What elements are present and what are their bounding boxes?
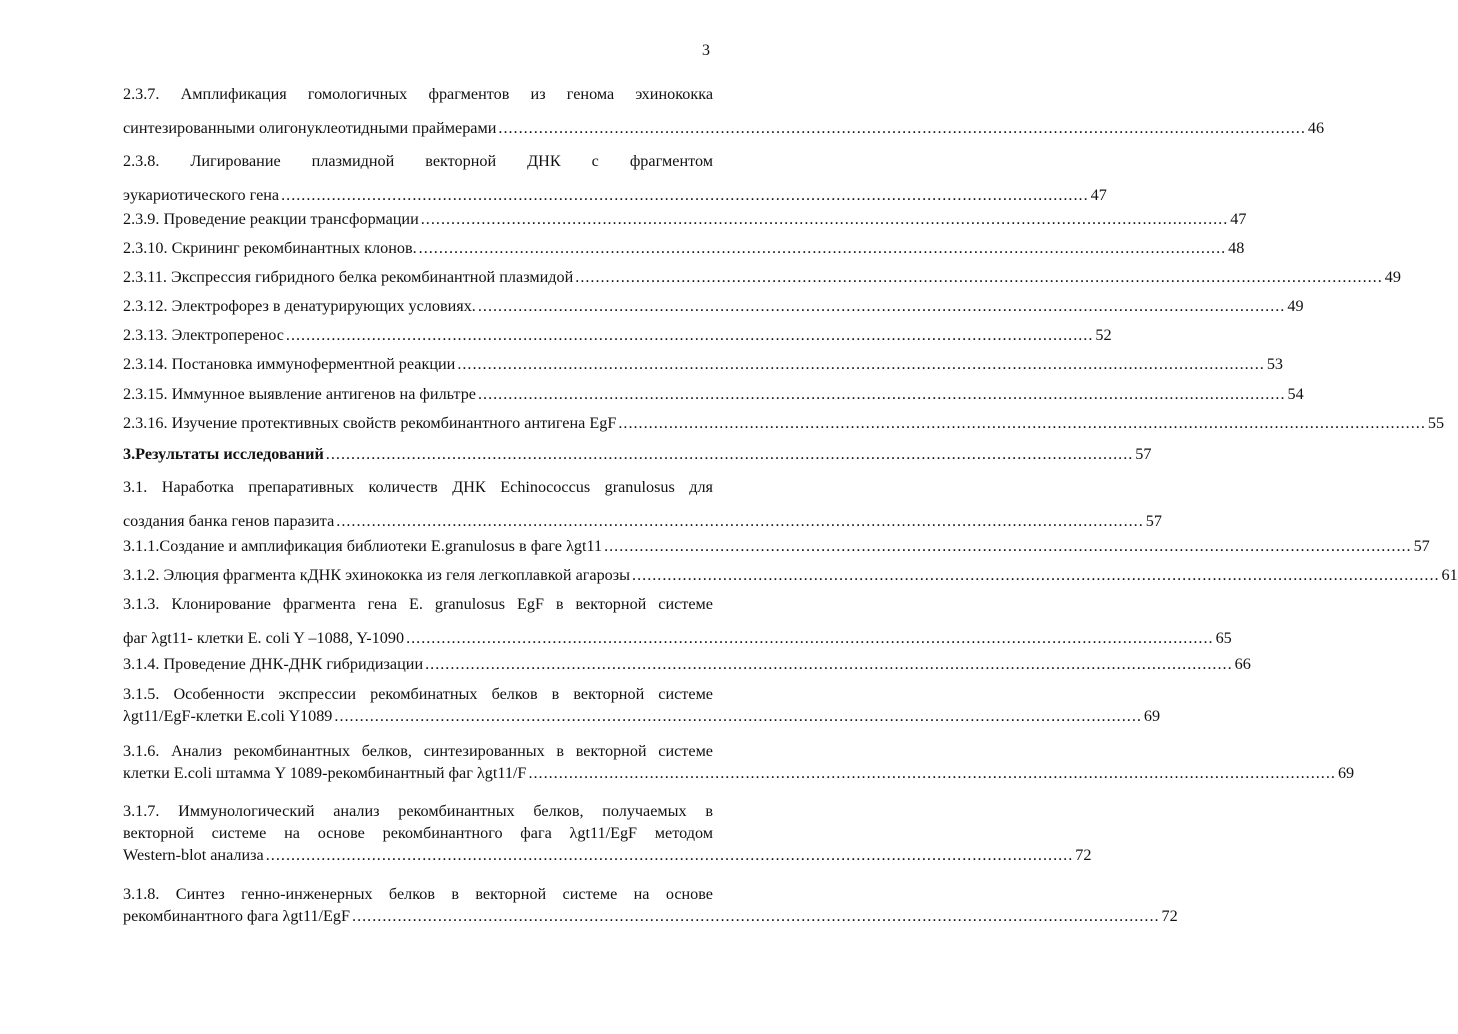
toc-entry-title: λgt11/EgF-клетки E.coli Y1089	[123, 707, 333, 725]
toc-leader-dots: ................................................................................................................................................................	[334, 707, 1142, 725]
toc-entry	[123, 801, 1092, 865]
toc-page-number: 57	[1135, 445, 1152, 463]
toc-entry-line: 3.1. Наработка препаративных количеств ДНК Echinococcus granulosus для	[123, 478, 713, 496]
toc-page-number: 72	[1161, 907, 1178, 925]
toc-leader-dots: ................................................................................................................................................................	[528, 764, 1336, 782]
toc-leader-dots: ................................................................................................................................................................	[285, 326, 1094, 344]
toc-leader-dots: ................................................................................................................................................................	[604, 537, 1412, 555]
toc-leader-dots: ................................................................................................................................................................	[406, 629, 1214, 647]
toc-entry	[123, 684, 1161, 726]
toc-chapter-title: Результаты исследований	[135, 445, 324, 463]
toc-page-number: 69	[1337, 764, 1355, 782]
toc-entry	[123, 209, 1247, 229]
toc-entry	[123, 354, 1283, 374]
toc-leader-dots: ................................................................................................................................................................	[498, 119, 1306, 137]
toc-page-number: 65	[1215, 629, 1232, 647]
toc-entry	[123, 325, 1112, 345]
toc-leader-dots: ................................................................................................................................................................	[425, 655, 1233, 673]
toc-entry	[123, 84, 1325, 138]
toc-entry-title: 2.3.9. Проведение реакции трансформации	[123, 210, 419, 228]
toc-entry-line: векторной системе на основе рекомбинантного фага λgt11/EgF методом	[123, 824, 713, 842]
toc-entry-title: 2.3.11. Экспрессия гибридного белка рекомбинантной плазмидой	[123, 268, 574, 286]
toc-entry-title: 2.3.13. Электроперенос	[123, 326, 284, 344]
toc-page-number: 49	[1287, 297, 1304, 315]
toc-entry-title: 2.3.10. Скрининг рекомбинантных клонов.	[123, 239, 417, 257]
toc-leader-dots: ................................................................................................................................................................	[477, 385, 1286, 403]
toc-leader-dots: ................................................................................................................................................................	[265, 846, 1074, 864]
toc-entry	[123, 536, 1430, 556]
toc-entry	[123, 151, 1107, 205]
toc-entry	[123, 267, 1401, 287]
toc-entry	[123, 477, 1162, 531]
toc-page-number: 53	[1266, 355, 1283, 373]
toc-page-number: 46	[1307, 119, 1325, 137]
toc-leader-dots: ................................................................................................................................................................	[477, 297, 1286, 315]
toc-leader-dots: ................................................................................................................................................................	[457, 355, 1265, 373]
toc-entry-title: 2.3.16. Изучение протективных свойств рекомбинантного антигена EgF	[123, 414, 617, 432]
toc-leader-dots: ................................................................................................................................................................	[352, 907, 1160, 925]
toc-leader-dots: ................................................................................................................................................................	[336, 512, 1144, 530]
toc-entry-title: Western-blot анализа	[123, 846, 264, 864]
toc-chapter-number: 3.	[123, 445, 136, 463]
toc-entry-title: фаг λgt11- клетки E. coli Y –1088, Y-1090	[123, 629, 405, 647]
toc-entry-title: рекомбинантного фага λgt11/EgF	[123, 907, 351, 925]
toc-entry-line: 3.1.5. Особенности экспрессии рекомбинатных белков в векторной системе	[123, 685, 713, 703]
toc-entry	[123, 296, 1304, 316]
toc-page-number: 69	[1143, 707, 1161, 725]
toc-page-number: 72	[1075, 846, 1092, 864]
toc-entry-line: 3.1.3. Клонирование фрагмента гена E. granulosus EgF в векторной системе	[123, 595, 713, 613]
toc-leader-dots: ................................................................................................................................................................	[281, 186, 1089, 204]
toc-page-number: 61	[1441, 566, 1458, 584]
toc-entry-title: создания банка генов паразита	[123, 512, 335, 530]
toc-entry	[123, 741, 1355, 783]
toc-leader-dots: ................................................................................................................................................................	[632, 566, 1440, 584]
toc-entry	[123, 884, 1178, 926]
toc-entry-line: 3.1.8. Синтез генно-инженерных белков в векторной системе на основе	[123, 885, 713, 903]
toc-entry	[123, 565, 1458, 585]
toc-entry-title: 2.3.15. Иммунное выявление антигенов на фильтре	[123, 385, 476, 403]
toc-entry-title: 3.1.1.Создание и амплификация библиотеки E.granulosus в фаге λgt11	[123, 537, 603, 555]
toc-page-number: 47	[1230, 210, 1247, 228]
toc-entry-title: 3.1.2. Элюция фрагмента кДНК эхинококка из геля легкоплавкой агарозы	[123, 566, 631, 584]
toc-leader-dots: ................................................................................................................................................................	[575, 268, 1383, 286]
toc-page-number: 66	[1234, 655, 1251, 673]
toc-entry-title: 2.3.14. Постановка иммуноферментной реакции	[123, 355, 456, 373]
toc-entry-line: 3.1.7. Иммунологический анализ рекомбинантных белков, получаемых в	[123, 802, 713, 820]
toc-entry-title: эукариотического гена	[123, 186, 280, 204]
toc-entry-title: синтезированными олигонуклеотидными праймерами	[123, 119, 497, 137]
toc-entry	[123, 594, 1232, 648]
toc-entry-line: 2.3.7. Амплификация гомологичных фрагментов из генома эхинококка	[123, 85, 713, 103]
toc-entry	[123, 384, 1304, 404]
toc-entry-title: клетки E.coli штамма Y 1089-рекомбинантный фаг λgt11/F	[123, 764, 527, 782]
toc-leader-dots: ................................................................................................................................................................	[325, 445, 1134, 463]
toc-page-number: 57	[1145, 512, 1162, 530]
toc-page-number: 47	[1090, 186, 1107, 204]
toc-page-number: 54	[1287, 385, 1304, 403]
toc-page-number: 52	[1095, 326, 1112, 344]
toc-leader-dots: ................................................................................................................................................................	[420, 210, 1229, 228]
toc-entry	[123, 654, 1251, 674]
toc-entry	[123, 413, 1445, 433]
toc-entry-line: 3.1.6. Анализ рекомбинантных белков, синтезированных в векторной системе	[123, 742, 713, 760]
toc-entry-title: 3.1.4. Проведение ДНК-ДНК гибридизации	[123, 655, 424, 673]
toc-chapter-heading	[123, 444, 1152, 464]
toc-entry-title: 2.3.12. Электрофорез в денатурирующих условиях.	[123, 297, 476, 315]
toc-entry-line: 2.3.8. Лигирование плазмидной векторной ДНК с фрагментом	[123, 152, 713, 170]
toc-entry	[123, 238, 1245, 258]
toc-leader-dots: ................................................................................................................................................................	[618, 414, 1426, 432]
toc-leader-dots: ................................................................................................................................................................	[418, 239, 1227, 257]
toc-page-number: 57	[1413, 537, 1430, 555]
toc-page-number: 49	[1384, 268, 1401, 286]
toc-page-number: 55	[1427, 414, 1445, 432]
page-number: 3	[702, 42, 710, 59]
toc-page-number: 48	[1228, 239, 1245, 257]
